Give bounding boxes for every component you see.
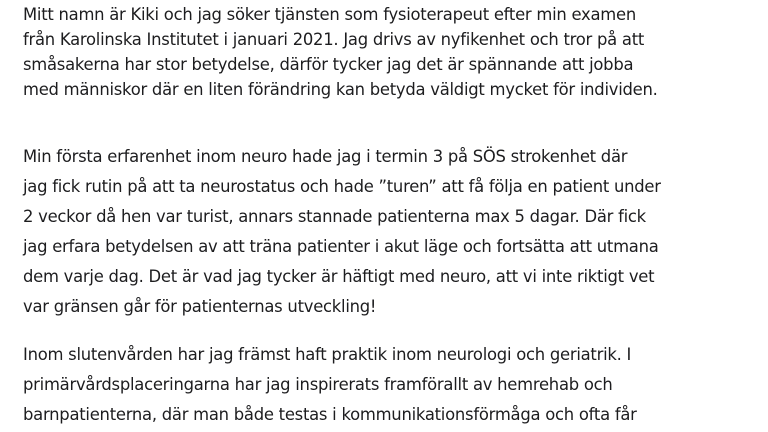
text-line: jag fick rutin på att ta neurostatus och hade ”turen” att få följa en patient under: [23, 177, 661, 196]
text-line: barnpatienterna, där man både testas i kommunikationsförmåga och ofta får: [23, 405, 637, 424]
text-line: med människor där en liten förändring kan betyda väldigt mycket för individen.: [23, 80, 658, 99]
text-line: Inom slutenvården har jag främst haft praktik inom neurologi och geriatrik. I: [23, 345, 632, 364]
paragraph-neuro-experience: [23, 142, 661, 322]
text-line: var gränsen går för patienternas utveckling!: [23, 297, 377, 316]
text-line: Min första erfarenhet inom neuro hade jag i termin 3 på SÖS strokenhet där: [23, 147, 628, 166]
text-line: småsakerna har stor betydelse, därför tycker jag det är spännande att jobba: [23, 55, 634, 74]
text-line: 2 veckor då hen var turist, annars stannade patienterna max 5 dagar. Där fick: [23, 207, 646, 226]
text-line: Mitt namn är Kiki och jag söker tjänsten som fysioterapeut efter min examen: [23, 5, 636, 24]
text-line: primärvårdsplaceringarna har jag inspirerats framförallt av hemrehab och: [23, 375, 613, 394]
text-line: från Karolinska Institutet i januari 2021. Jag drivs av nyfikenhet och tror på att: [23, 30, 645, 49]
text-line: jag erfara betydelsen av att träna patienter i akut läge och fortsätta att utmana: [23, 237, 659, 256]
paragraph-intro: [23, 2, 658, 102]
paragraph-placements: [23, 340, 637, 430]
text-line: dem varje dag. Det är vad jag tycker är häftigt med neuro, att vi inte riktigt vet: [23, 267, 655, 286]
